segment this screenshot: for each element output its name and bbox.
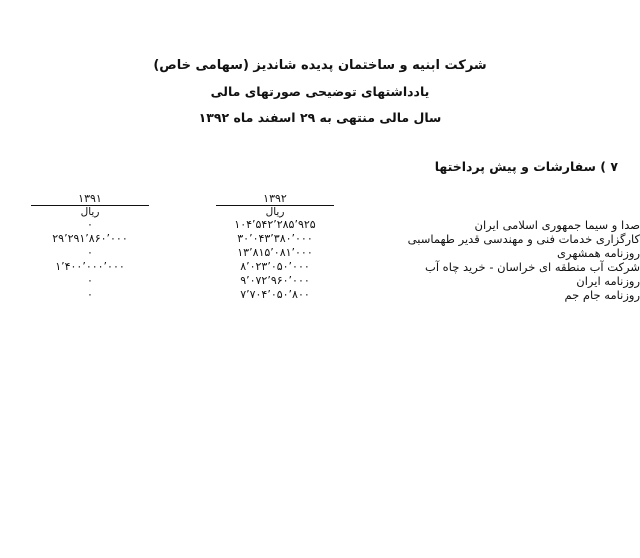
- row-value-current: ۹٬۰۷۲٬۹۶۰٬۰۰۰: [240, 274, 310, 287]
- document-page: [0, 58, 640, 558]
- row-value-current: ۸٬۰۲۳٬۰۵۰٬۰۰۰: [240, 260, 310, 273]
- table-row: [0, 260, 640, 274]
- unit-prior: ریال: [80, 206, 100, 218]
- table-row: [0, 246, 640, 260]
- table-row: [0, 218, 640, 232]
- row-description: شرکت آب منطقه ای خراسان - خرید چاه آب: [425, 260, 640, 274]
- document-header: [0, 58, 640, 125]
- row-value-current: ۱۰۴٬۵۴۲٬۲۸۵٬۹۲۵: [234, 218, 316, 231]
- unit-spacer: [370, 206, 640, 218]
- row-value-current: ۳۰٬۰۴۳٬۳۸۰٬۰۰۰: [237, 232, 313, 245]
- table-unit-row: [0, 206, 640, 218]
- row-value-current: ۱۳٬۸۱۵٬۰۸۱٬۰۰۰: [237, 246, 313, 259]
- row-description: کارگزاری خدمات فنی و مهندسی قدیر طهماسبی: [407, 232, 640, 246]
- row-value-prior: ۰: [87, 218, 93, 231]
- header-year-current: ۱۳۹۲: [263, 192, 287, 205]
- row-value-prior: ۰: [87, 288, 93, 301]
- table-row: [0, 232, 640, 246]
- table-body: [0, 218, 640, 302]
- row-description: روزنامه همشهری: [557, 246, 640, 260]
- table-row: [0, 274, 640, 288]
- document-subtitle: یادداشتهای توضیحی صورتهای مالی: [210, 84, 430, 99]
- row-value-current: ۷٬۷۰۴٬۰۵۰٬۸۰۰: [240, 288, 310, 301]
- header-description: [370, 192, 640, 205]
- row-value-prior: ۱٬۴۰۰٬۰۰۰٬۰۰۰: [55, 260, 125, 273]
- row-description: روزنامه ایران: [576, 274, 640, 288]
- fiscal-period: سال مالی منتهی به ۲۹ اسفند ماه ۱۳۹۲: [198, 110, 442, 125]
- unit-current: ریال: [265, 206, 285, 218]
- row-description: روزنامه جام جم: [564, 288, 640, 302]
- financial-table-wrapper: [0, 192, 640, 302]
- row-value-prior: ۲۹٬۲۹۱٬۸۶۰٬۰۰۰: [52, 232, 128, 245]
- row-description: صدا و سیما جمهوری اسلامی ایران: [474, 218, 640, 232]
- table-header-row: [0, 192, 640, 205]
- table-row: [0, 288, 640, 302]
- row-value-prior: ۰: [87, 274, 93, 287]
- note-heading: ۷ ) سفارشات و پیش پرداختها: [434, 159, 618, 174]
- row-value-prior: ۰: [87, 246, 93, 259]
- company-name: شرکت ابنیه و ساختمان پدیده شاندیز (سهامی خاص): [153, 58, 487, 73]
- financial-table: [0, 192, 640, 302]
- header-year-prior: ۱۳۹۱: [78, 192, 102, 205]
